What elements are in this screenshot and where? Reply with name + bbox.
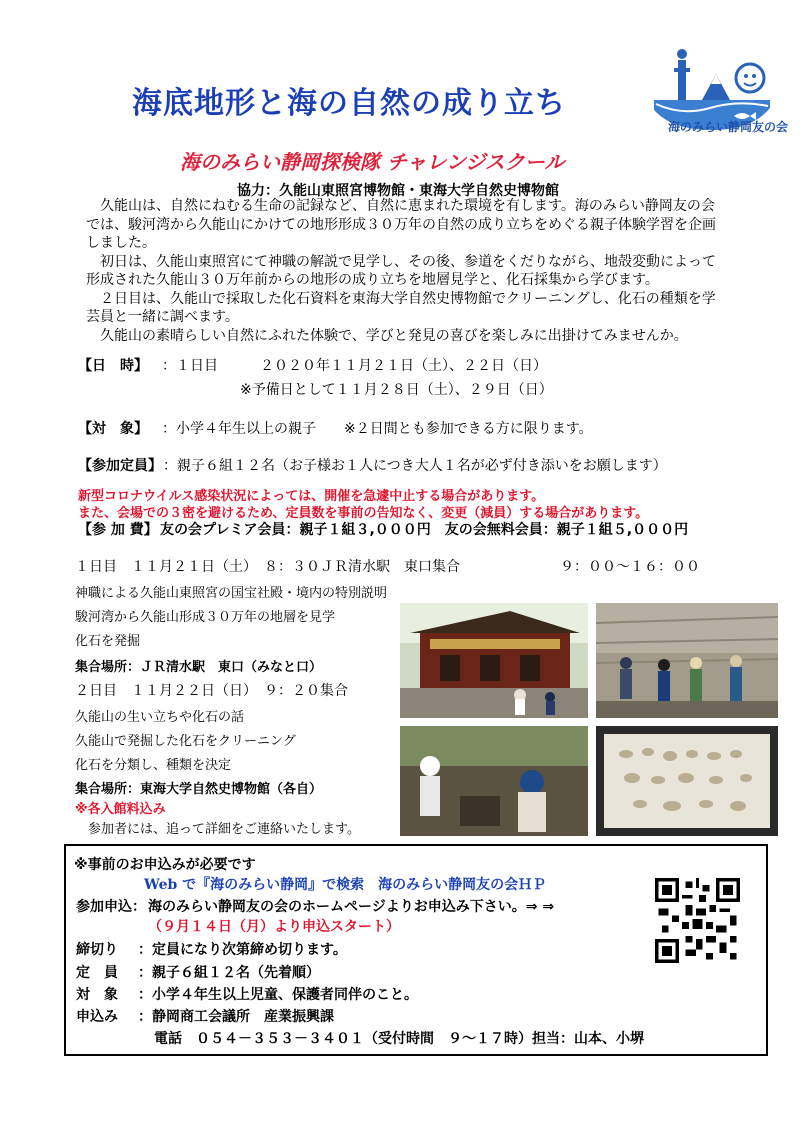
target-value: ：小学４年生以上の親子 ※２日間とも参加できる方に限ります。 xyxy=(162,421,593,437)
intro-paragraph: ２日目は、久能山で採取した化石資料を東海大学自然史博物館でクリーニングし、化石の種類を学芸員と一緒に調べます。 xyxy=(86,290,716,325)
fee-label: 【参 加 費】 xyxy=(78,522,158,538)
shrine-photo xyxy=(400,603,588,718)
cooperation-line: 協力：久能山東照宮博物館・東海大学自然史博物館 xyxy=(237,183,559,199)
intro-paragraph: 久能山は、自然にねむる生命の記録など、自然に恵まれた環境を有します。海のみらい静岡友の会では、駿河湾から久能山にかけての地形形成３０万年の自然の成り立ちをめぐる親子体験学習を企画しました。 xyxy=(86,198,716,251)
fossil-specimen-photo xyxy=(596,726,778,836)
apply-start: （９月１４日（月）より申込スタート） xyxy=(148,919,400,935)
strata-photo xyxy=(596,603,778,718)
capacity-label: 【参加定員】 xyxy=(78,458,162,474)
intro-paragraph: 久能山の素晴らしい自然にふれた体験で、学びと発見の喜びを楽しみに出掛けてみませんか。 xyxy=(100,327,688,344)
page-title: 海底地形と海の自然の成り立ち xyxy=(132,86,566,121)
web-search-line: Web で『海のみらい静岡』で検索 海のみらい静岡友の会ＨＰ xyxy=(144,877,547,893)
capacity-box-label: 定 員 xyxy=(76,965,118,981)
intro-text xyxy=(86,197,726,345)
target-box-label: 対 象 xyxy=(76,987,118,1003)
date-value: ：１日目 ２０２０年１１月２１日（土）、２２日（日） xyxy=(162,358,547,374)
contact-value: ：静岡商工会議所 産業振興課 xyxy=(138,1009,334,1025)
application-required: ※事前のお申込みが必要です xyxy=(74,857,256,873)
apply-label: 参加申込： xyxy=(76,899,146,915)
day2-item: 久能山の生い立ちや化石の話 xyxy=(75,710,245,725)
capacity-value: ：親子６組１２名（お子様お１人につき大人１名が必ず付き添いをお願します） xyxy=(163,458,667,474)
fossil-dig-photo xyxy=(400,726,588,836)
day1-item: 駿河湾から久能山形成３０万年の地層を見学 xyxy=(75,610,336,625)
deadline-label: 締切り xyxy=(76,942,118,958)
intro-paragraph: 初日は、久能山東照宮にて神職の解説で見学し、その後、参道をくだりながら、地殻変動によって形成された久能山３０万年前からの地形の成り立ちを地層見学と、化石採集から学びます。 xyxy=(86,253,716,288)
deadline-value: ：定員になり次第締め切ります。 xyxy=(138,942,347,958)
qr-code-icon[interactable] xyxy=(655,878,740,963)
day1-meeting-place: 集合場所：ＪＲ清水駅 東口（みなと口） xyxy=(75,660,323,675)
date-label: 【日 時】 xyxy=(78,358,148,374)
fee-value: 友の会プレミア会員：親子１組３,０００円 友の会無料会員：親子１組５,０００円 xyxy=(160,522,689,538)
day1-item: 神職による久能山東照宮の国宝社殿・境内の特別説明 xyxy=(75,586,388,601)
capacity-warning: また、会場での３密を避けるため、定員数を事前の告知なく、変更（減員）する場合があります。 xyxy=(78,506,649,521)
page-subtitle: 海のみらい静岡探検隊 チャレンジスクール xyxy=(180,150,565,174)
day1-item: 化石を発掘 xyxy=(75,634,141,649)
admission-note: ※各入館料込み xyxy=(75,802,166,817)
covid-warning: 新型コロナウイルス感染状況によっては、開催を急遽中止する場合があります。 xyxy=(78,489,545,504)
contact-note: 参加者には、追って詳細をご連絡いたします。 xyxy=(88,822,360,837)
day2-meeting-place: 集合場所：東海大学自然史博物館（各自） xyxy=(75,782,323,797)
day2-heading: ２日目 １１月２２日（日） ９：２０集合 xyxy=(75,683,348,699)
apply-value: 海のみらい静岡友の会のホームページよりお申込み下さい。⇒ ⇒ xyxy=(148,899,555,915)
capacity-box-value: ：親子６組１２名（先着順） xyxy=(138,965,320,981)
phone-line: 電話 ０５４－３５３－３４０１（受付時間 ９～１７時）担当：山本、小堺 xyxy=(154,1031,644,1047)
target-box-value: ：小学４年生以上児童、保護者同伴のこと。 xyxy=(138,987,418,1003)
contact-label: 申込み xyxy=(76,1009,118,1025)
logo-text: 海のみらい静岡友の会 xyxy=(668,120,789,134)
target-label: 【対 象】 xyxy=(78,421,148,437)
day1-heading: １日目 １１月２１日（土） ８：３０ＪＲ清水駅 東口集合 xyxy=(75,559,460,575)
day2-item: 久能山で発掘した化石をクリーニング xyxy=(75,734,296,749)
date-reserve: ※予備日として１１月２８日（土）、２９日（日） xyxy=(240,382,553,398)
day1-time: ９：００～１６：００ xyxy=(560,559,700,575)
day2-item: 化石を分類し、種類を決定 xyxy=(75,758,232,773)
